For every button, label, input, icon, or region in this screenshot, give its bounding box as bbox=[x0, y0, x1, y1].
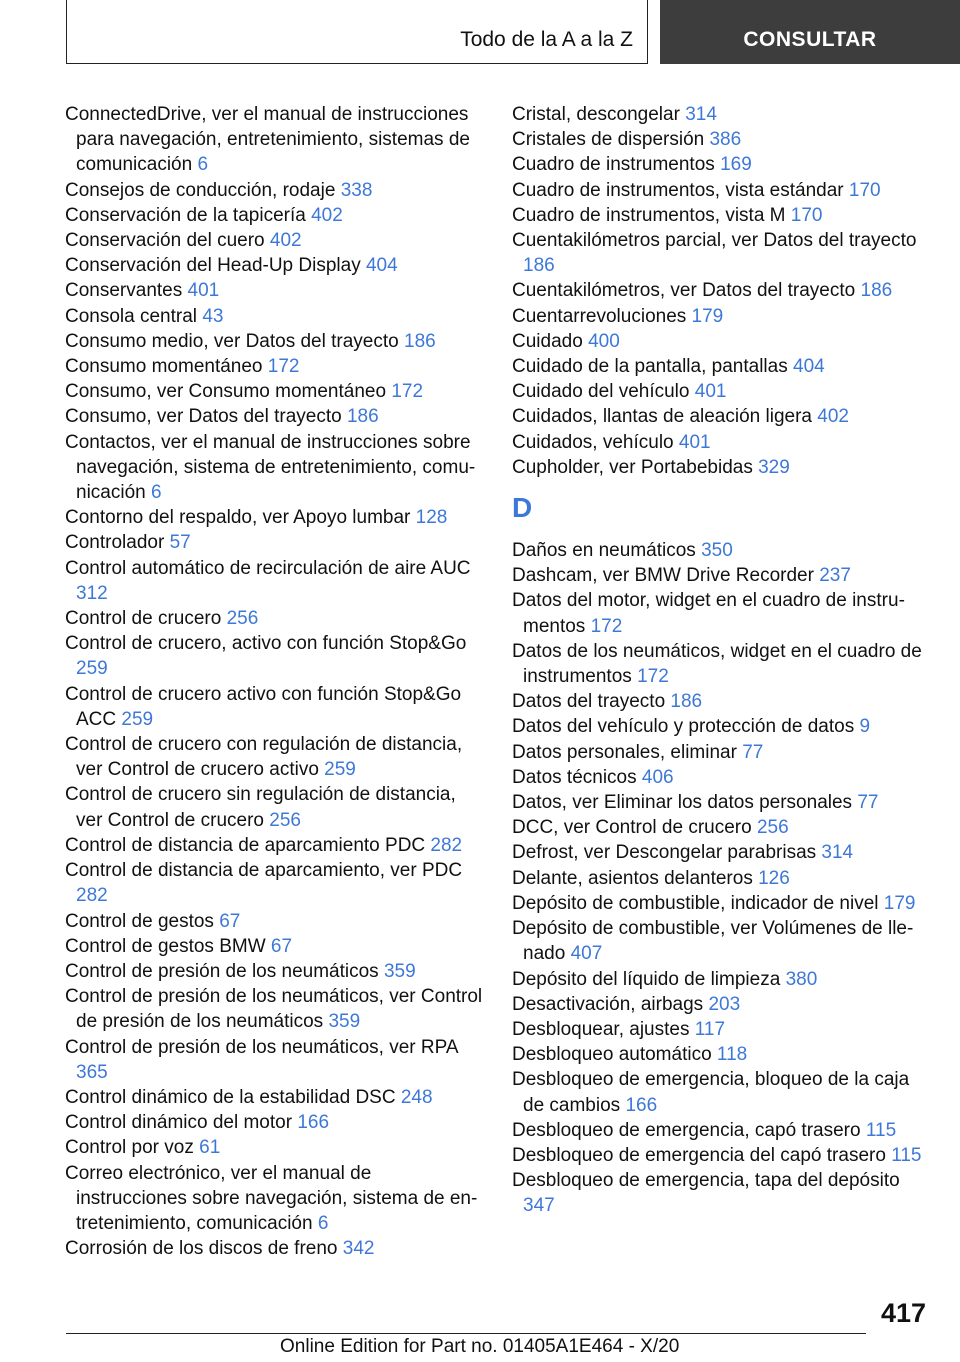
index-entry-term: Consumo, ver Datos del trayecto bbox=[65, 406, 342, 428]
index-entry bbox=[65, 833, 483, 858]
index-entry-term: Desbloqueo de emergencia, tapa del depósito bbox=[512, 1170, 900, 1192]
index-entry bbox=[65, 354, 483, 379]
index-entry-page-link[interactable]: 170 bbox=[848, 179, 881, 201]
index-entry-term: Datos, ver Eliminar los datos personales bbox=[512, 792, 853, 814]
index-entry-page-link[interactable]: 259 bbox=[121, 708, 154, 730]
index-entry-page-link[interactable]: 314 bbox=[685, 104, 717, 125]
index-entry-term: Cristal, descongelar bbox=[512, 104, 680, 125]
index-entry bbox=[512, 866, 932, 891]
index-entry bbox=[65, 178, 483, 203]
index-entry-page-link[interactable]: 350 bbox=[701, 540, 733, 562]
footer-divider bbox=[66, 1333, 866, 1334]
index-entry bbox=[65, 984, 483, 1034]
index-entry bbox=[65, 404, 483, 429]
index-entry bbox=[512, 891, 932, 916]
index-entry-term: Contactos, ver el manual de instrucciones sobre navegación, sistema de entretenimiento, comunicación bbox=[65, 431, 476, 504]
index-entry-page-link[interactable]: 401 bbox=[187, 280, 220, 302]
index-group-d bbox=[512, 538, 932, 1218]
consultar-tab[interactable] bbox=[660, 0, 960, 64]
index-entry bbox=[512, 455, 932, 480]
index-entry-term: Control automático de recirculación de aire AUC bbox=[65, 557, 471, 579]
index-entry-term: Cuidado del vehículo bbox=[512, 381, 690, 403]
index-entry-term: Control dinámico del motor bbox=[65, 1112, 293, 1134]
index-entry-page-link[interactable]: 402 bbox=[269, 230, 302, 252]
index-entry bbox=[512, 1017, 932, 1042]
index-entry-page-link[interactable]: 115 bbox=[865, 1119, 897, 1141]
index-entry-page-link[interactable]: 126 bbox=[758, 867, 790, 889]
index-entry bbox=[65, 858, 483, 908]
index-entry-page-link[interactable]: 166 bbox=[297, 1112, 330, 1134]
index-entry-page-link[interactable]: 404 bbox=[793, 356, 825, 378]
index-entry-page-link[interactable]: 401 bbox=[694, 381, 727, 403]
index-entry-term: Datos personales, eliminar bbox=[512, 741, 737, 763]
index-entry-term: Depósito del líquido de limpieza bbox=[512, 968, 781, 990]
index-entry-term: Datos del motor, widget en el cuadro de instrumentos bbox=[512, 590, 905, 637]
index-entry-term: Conservación del cuero bbox=[65, 230, 265, 252]
index-entry-term: ConnectedDrive, ver el manual de instrucciones para navegación, entretenimiento, sistemas de comunicación bbox=[65, 104, 470, 176]
index-entry-page-link[interactable]: 128 bbox=[415, 507, 448, 529]
index-entry bbox=[65, 228, 483, 253]
index-entry bbox=[65, 606, 483, 631]
index-entry-page-link[interactable]: 172 bbox=[590, 615, 623, 637]
index-entry-page-link[interactable]: 172 bbox=[637, 666, 669, 688]
index-entry-term: Daños en neumáticos bbox=[512, 540, 696, 562]
index-entry bbox=[512, 916, 932, 966]
index-entry-page-link[interactable]: 407 bbox=[570, 943, 603, 965]
index-entry-term: Cuentarrevoluciones bbox=[512, 305, 687, 327]
index-entry-term: Consumo, ver Consumo momentáneo bbox=[65, 381, 387, 403]
index-entry bbox=[65, 909, 483, 934]
index-entry-term: Datos del vehículo y protección de datos bbox=[512, 716, 855, 738]
index-entry-page-link[interactable]: 186 bbox=[404, 330, 436, 352]
index-entry-page-link[interactable]: 186 bbox=[860, 280, 893, 302]
consultar-tab-label: CONSULTAR bbox=[743, 28, 877, 51]
index-entry-page-link[interactable]: 365 bbox=[76, 1061, 108, 1083]
index-entry-term: Cuidados, vehículo bbox=[512, 431, 674, 453]
index-entry-term: Control de crucero, activo con función Stop&Go bbox=[65, 633, 467, 655]
index-column-left bbox=[65, 102, 483, 1261]
index-entry bbox=[512, 228, 932, 278]
index-entry bbox=[512, 714, 932, 739]
index-entry bbox=[65, 1236, 483, 1261]
index-entry bbox=[512, 278, 932, 303]
index-entry-term: Conservantes bbox=[65, 280, 183, 302]
index-entry-page-link[interactable]: 179 bbox=[883, 892, 916, 914]
index-group-c bbox=[512, 102, 932, 480]
index-entry-page-link[interactable]: 170 bbox=[790, 204, 823, 226]
index-entry bbox=[65, 556, 483, 606]
index-entry bbox=[512, 1143, 932, 1168]
index-entry bbox=[65, 102, 483, 178]
index-entry-page-link[interactable]: 256 bbox=[269, 809, 301, 831]
index-entry-page-link[interactable]: 380 bbox=[785, 968, 818, 990]
index-entry-page-link[interactable]: 172 bbox=[391, 381, 424, 403]
index-entry-page-link[interactable]: 256 bbox=[226, 608, 259, 630]
index-entry bbox=[512, 967, 932, 992]
index-entry bbox=[65, 329, 483, 354]
index-entry bbox=[65, 959, 483, 984]
index-entry-term: Control de gestos BMW bbox=[65, 935, 266, 957]
index-entry-term: Control dinámico de la estabilidad DSC bbox=[65, 1086, 396, 1108]
index-entry-term: Desbloqueo de emergencia del capó trasero bbox=[512, 1144, 886, 1166]
index-entry-page-link[interactable]: 179 bbox=[691, 305, 724, 327]
index-entry-page-link[interactable]: 166 bbox=[625, 1094, 658, 1116]
index-entry-page-link[interactable]: 203 bbox=[708, 993, 741, 1015]
index-entry bbox=[65, 1110, 483, 1135]
index-entry-term: Delante, asientos delanteros bbox=[512, 867, 753, 889]
index-entry bbox=[512, 203, 932, 228]
index-entry-term: Correo electrónico, ver el manual de instrucciones sobre navegación, sistema de entretenimiento, comunicación bbox=[65, 1162, 478, 1234]
index-entry-term: Cuidado de la pantalla, pantallas bbox=[512, 356, 788, 378]
index-entry bbox=[512, 1168, 932, 1218]
index-entry-term: Desbloqueo de emergencia, capó trasero bbox=[512, 1119, 861, 1141]
index-entry bbox=[512, 430, 932, 455]
index-entry bbox=[512, 354, 932, 379]
index-entry-term: Datos de los neumáticos, widget en el cuadro de instrumentos bbox=[512, 640, 922, 688]
index-entry bbox=[512, 1042, 932, 1067]
index-entry-page-link[interactable]: 314 bbox=[821, 842, 854, 864]
index-entry-page-link[interactable]: 118 bbox=[716, 1044, 748, 1066]
index-entry-page-link[interactable]: 359 bbox=[383, 960, 416, 982]
index-entry-term: Cristales de dispersión bbox=[512, 129, 705, 151]
index-entry bbox=[65, 379, 483, 404]
index-entry-page-link[interactable]: 67 bbox=[270, 935, 293, 957]
index-entry-term: Cuadro de instrumentos, vista estándar bbox=[512, 179, 844, 201]
index-entry-page-link[interactable]: 77 bbox=[857, 792, 879, 814]
index-entry-term: Control de crucero con regulación de distancia, ver Control de crucero activo bbox=[65, 734, 463, 781]
page-number: 417 bbox=[880, 1298, 926, 1328]
index-entry bbox=[512, 992, 932, 1017]
index-entry-page-link[interactable]: 400 bbox=[588, 330, 620, 352]
index-entry bbox=[512, 178, 932, 203]
index-entry-page-link[interactable]: 401 bbox=[678, 431, 711, 453]
index-entry bbox=[65, 203, 483, 228]
index-entry-term: Defrost, ver Descongelar parabrisas bbox=[512, 842, 817, 864]
index-entry-term: Control de distancia de aparcamiento PDC bbox=[65, 834, 426, 856]
index-entry-page-link[interactable]: 282 bbox=[76, 885, 108, 907]
index-entry bbox=[512, 329, 932, 354]
index-entry-term: Cuadro de instrumentos, vista M bbox=[512, 204, 786, 226]
index-entry-page-link[interactable]: 172 bbox=[267, 356, 300, 378]
index-entry bbox=[65, 530, 483, 555]
index-entry bbox=[512, 404, 932, 429]
index-entry-page-link[interactable]: 347 bbox=[523, 1195, 555, 1217]
index-entry bbox=[512, 588, 932, 638]
index-entry bbox=[512, 639, 932, 689]
index-entry-page-link[interactable]: 57 bbox=[169, 532, 191, 554]
index-entry bbox=[512, 790, 932, 815]
index-entry-page-link[interactable]: 115 bbox=[891, 1144, 922, 1166]
index-entry-term: Cupholder, ver Portabebidas bbox=[512, 456, 753, 478]
index-entry-term: Desbloqueo automático bbox=[512, 1044, 712, 1066]
index-entry-page-link[interactable]: 329 bbox=[758, 456, 790, 478]
index-entry-page-link[interactable]: 186 bbox=[346, 406, 379, 428]
index-entry bbox=[65, 934, 483, 959]
index-entry bbox=[65, 505, 483, 530]
index-entry bbox=[512, 538, 932, 563]
index-entry bbox=[512, 815, 932, 840]
index-entry bbox=[65, 430, 483, 506]
index-entry bbox=[65, 1161, 483, 1237]
index-entry-page-link[interactable]: 402 bbox=[817, 406, 849, 428]
index-entry-term: Consola central bbox=[65, 305, 198, 327]
index-entry-page-link[interactable]: 169 bbox=[720, 154, 752, 176]
index-entry bbox=[65, 732, 483, 782]
index-entry-term: Conservación del Head-Up Display bbox=[65, 255, 361, 277]
index-entry-term: Cuentakilómetros parcial, ver Datos del trayecto bbox=[512, 230, 917, 252]
index-entry-page-link[interactable]: 282 bbox=[430, 834, 463, 856]
index-entry-page-link[interactable]: 9 bbox=[859, 716, 871, 738]
index-entry-term: DCC, ver Control de crucero bbox=[512, 817, 752, 839]
index-entry-page-link[interactable]: 248 bbox=[400, 1086, 433, 1108]
index-entry bbox=[512, 152, 932, 177]
index-column-right bbox=[512, 102, 932, 1219]
index-entry bbox=[512, 127, 932, 152]
index-entry-term: Corrosión de los discos de freno bbox=[65, 1238, 338, 1260]
index-entry-term: Cuidados, llantas de aleación ligera bbox=[512, 406, 812, 428]
index-entry-page-link[interactable]: 259 bbox=[76, 658, 108, 680]
index-entry-page-link[interactable]: 43 bbox=[202, 305, 224, 327]
index-entry-page-link[interactable]: 6 bbox=[197, 154, 209, 176]
index-entry-term: Control de crucero bbox=[65, 608, 222, 630]
index-entry-term: Desactivación, airbags bbox=[512, 993, 704, 1015]
index-entry-page-link[interactable]: 61 bbox=[199, 1137, 221, 1159]
index-entry-page-link[interactable]: 186 bbox=[670, 691, 703, 713]
index-entry bbox=[512, 765, 932, 790]
index-entry bbox=[65, 1135, 483, 1160]
index-entry-term: Control por voz bbox=[65, 1137, 194, 1159]
index-entry-term: Control de distancia de aparcamiento, ver PDC bbox=[65, 860, 463, 882]
index-entry-page-link[interactable]: 186 bbox=[523, 255, 555, 277]
index-entry-term: Depósito de combustible, indicador de nivel bbox=[512, 892, 879, 914]
index-entry bbox=[512, 689, 932, 714]
index-entry-term: Desbloqueo de emergencia, bloqueo de la caja de cambios bbox=[512, 1069, 910, 1116]
index-entry bbox=[65, 682, 483, 732]
index-entry bbox=[512, 563, 932, 588]
index-entry bbox=[65, 253, 483, 278]
index-entry-term: Consumo medio, ver Datos del trayecto bbox=[65, 330, 399, 352]
index-entry bbox=[65, 782, 483, 832]
index-entry-term: Control de presión de los neumáticos, ver RPA bbox=[65, 1036, 458, 1058]
index-entry-page-link[interactable]: 406 bbox=[641, 766, 674, 788]
index-entry-term: Controlador bbox=[65, 532, 165, 554]
index-entry-term: Datos técnicos bbox=[512, 766, 637, 788]
index-entry bbox=[65, 1035, 483, 1085]
section-letter-d: D bbox=[512, 492, 533, 524]
index-entry-term: Control de presión de los neumáticos, ver Control de presión de los neumáticos bbox=[65, 986, 483, 1033]
index-entry bbox=[512, 740, 932, 765]
index-entry-term: Desbloquear, ajustes bbox=[512, 1018, 690, 1040]
section-header-box bbox=[66, 0, 648, 64]
index-entry-page-link[interactable]: 404 bbox=[365, 255, 398, 277]
index-entry-page-link[interactable]: 259 bbox=[324, 759, 356, 781]
index-entry-term: Control de crucero activo con función Stop&Go ACC bbox=[65, 683, 462, 730]
index-entry-term: Cuentakilómetros, ver Datos del trayecto bbox=[512, 280, 856, 302]
index-entry bbox=[512, 304, 932, 329]
index-entry-term: Cuadro de instrumentos bbox=[512, 154, 715, 176]
index-entry bbox=[65, 631, 483, 681]
index-entry-term: Datos del trayecto bbox=[512, 691, 666, 713]
index-entry-term: Consumo momentáneo bbox=[65, 356, 263, 378]
index-entry bbox=[512, 379, 932, 404]
index-entry bbox=[65, 304, 483, 329]
index-entry-page-link[interactable]: 386 bbox=[709, 129, 742, 151]
index-entry bbox=[512, 840, 932, 865]
index-entry-term: Depósito de combustible, ver Volúmenes de llenado bbox=[512, 918, 914, 965]
index-entry bbox=[512, 1118, 932, 1143]
index-entry-page-link[interactable]: 67 bbox=[219, 910, 241, 932]
index-entry-page-link[interactable]: 338 bbox=[340, 179, 373, 201]
index-entry-term: Control de gestos bbox=[65, 910, 214, 932]
index-entry-term: Conservación de la tapicería bbox=[65, 204, 306, 226]
index-entry-term: Control de crucero sin regulación de distancia, ver Control de crucero bbox=[65, 784, 456, 831]
index-entry-page-link[interactable]: 256 bbox=[756, 817, 789, 839]
index-entry-page-link[interactable]: 402 bbox=[311, 204, 343, 226]
index-entry-page-link[interactable]: 359 bbox=[328, 1011, 361, 1033]
index-entry bbox=[65, 278, 483, 303]
index-entry-term: Contorno del respaldo, ver Apoyo lumbar bbox=[65, 507, 411, 529]
index-entry-page-link[interactable]: 117 bbox=[694, 1018, 726, 1040]
index-entry-term: Consejos de conducción, rodaje bbox=[65, 179, 336, 201]
index-entry-term: Cuidado bbox=[512, 330, 583, 352]
footer-edition: Online Edition for Part no. 01405A1E464 - X/20 bbox=[280, 1336, 680, 1357]
index-entry bbox=[512, 102, 932, 127]
index-entry-page-link[interactable]: 342 bbox=[342, 1238, 375, 1260]
index-entry-page-link[interactable]: 6 bbox=[317, 1212, 329, 1234]
index-entry bbox=[512, 1067, 932, 1117]
index-entry-term: Dashcam, ver BMW Drive Recorder bbox=[512, 565, 814, 587]
section-title: Todo de la A a la Z bbox=[460, 28, 633, 51]
index-entry-page-link[interactable]: 237 bbox=[819, 565, 851, 587]
index-entry-page-link[interactable]: 312 bbox=[76, 582, 108, 604]
page-header bbox=[0, 0, 960, 66]
index-entry-page-link[interactable]: 6 bbox=[151, 482, 162, 504]
index-entry-page-link[interactable]: 77 bbox=[742, 741, 764, 763]
index-entry-term: Control de presión de los neumáticos bbox=[65, 960, 379, 982]
index-entry bbox=[65, 1085, 483, 1110]
